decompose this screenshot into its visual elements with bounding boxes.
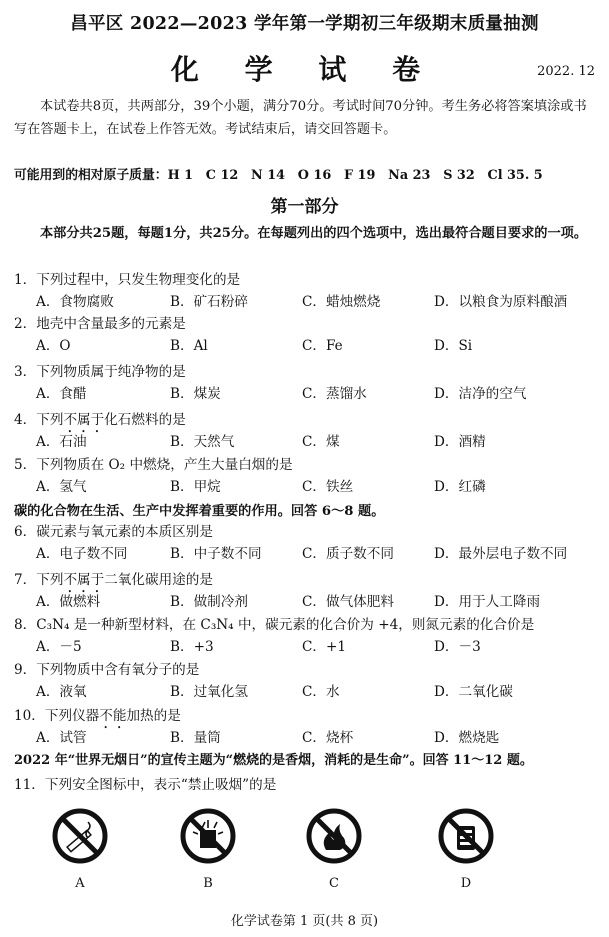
stem-text: 10．下列仪器 [14, 708, 100, 724]
context-11-12: 2022 年“世界无烟日”的宣传主题为“燃烧的是香烟，消耗的是生命”。回答 11～12 题。 [14, 753, 533, 768]
answer-option[interactable]: B．中子数不同 [170, 546, 262, 562]
stem-text: 加热的是 [126, 708, 181, 724]
stem-text: 4．下列 [14, 412, 64, 428]
answer-option[interactable]: A．电子数不同 [36, 546, 128, 562]
stem-text: 二氧化碳用途的是 [104, 572, 213, 588]
answer-option[interactable]: A．食物腐败 [36, 294, 114, 310]
sign-label-a: A [75, 876, 85, 891]
section-title: 第一部分 [270, 197, 339, 217]
answer-option[interactable]: D．酒精 [434, 434, 486, 450]
answer-option[interactable]: B．煤炭 [170, 386, 221, 402]
no-fireworks-sign-icon[interactable] [180, 808, 236, 864]
exam-title: 昌平区 2022—2023 学年第一学期初三年级期末质量抽测 [70, 14, 539, 34]
sign-label-d: D [460, 876, 472, 891]
question-stem: 1．下列过程中，只发生物理变化的是 [14, 272, 241, 288]
question-stem: 3．下列物质属于纯净物的是 [14, 364, 186, 380]
answer-option[interactable]: C．烧杯 [302, 730, 354, 746]
answer-option[interactable]: B．矿石粉碎 [170, 294, 248, 310]
atomic-masses: 可能用到的相对原子质量：H 1 C 12 N 14 O 16 F 19 Na 23 S 32 Cl 35. 5 [14, 168, 543, 183]
answer-option[interactable]: D．用于人工降雨 [434, 594, 541, 610]
context-6-8: 碳的化合物在生活、生产中发挥着重要的作用。回答 6～8 题。 [14, 504, 385, 519]
answer-option[interactable]: C．水 [302, 684, 340, 700]
subject-title: 化 学 试 卷 [170, 53, 439, 86]
answer-option[interactable]: C．+1 [302, 639, 347, 655]
answer-option[interactable]: B．+3 [170, 639, 214, 655]
answer-option[interactable]: A．氢气 [36, 479, 87, 495]
question-stem: 11．下列安全图标中，表示“禁止吸烟”的是 [14, 777, 277, 793]
answer-option[interactable]: B．做制冷剂 [170, 594, 248, 610]
answer-option[interactable]: A．试管 [36, 730, 87, 746]
question-stem: 2．地壳中含量最多的元素是 [14, 316, 186, 332]
answer-option[interactable]: D．红磷 [434, 479, 486, 495]
answer-option[interactable]: D．最外层电子数不同 [434, 546, 568, 562]
answer-option[interactable]: A．做燃料 [36, 594, 101, 610]
answer-option[interactable]: D．以粮食为原料酿酒 [434, 294, 568, 310]
answer-option[interactable]: B．量筒 [170, 730, 221, 746]
answer-option[interactable]: C．Fe [302, 338, 343, 354]
stem-text: 化石燃料的是 [104, 412, 186, 428]
intro-text: 本试卷共8页，共两部分，39个小题，满分70分。考试时间70分钟。考生务必将答案填涂或书写在答题卡上，在试卷上作答无效。考试结束后，请交回答题卡。 [14, 99, 587, 137]
question-stem: 8．C₃N₄ 是一种新型材料，在 C₃N₄ 中，碳元素的化合价为 +4，则氮元素的化合价是 [14, 617, 535, 633]
answer-option[interactable]: C．蒸馏水 [302, 386, 367, 402]
answer-option[interactable]: A．食醋 [36, 386, 87, 402]
answer-option[interactable]: A．液氧 [36, 684, 87, 700]
answer-option[interactable]: B．天然气 [170, 434, 235, 450]
emphasized-text: 不属于 [63, 572, 105, 588]
no-smoking-sign-icon[interactable] [52, 808, 108, 864]
answer-option[interactable]: B．甲烷 [170, 479, 221, 495]
answer-option[interactable]: A．－5 [36, 639, 82, 655]
answer-option[interactable]: D．Si [434, 338, 473, 354]
answer-option[interactable]: B．Al [170, 338, 208, 354]
no-open-flame-sign-icon[interactable] [306, 808, 362, 864]
answer-option[interactable]: C．煤 [302, 434, 340, 450]
emphasized-text: 不属于 [63, 412, 105, 428]
section-instructions: 本部分共25题，每题1分，共25分。在每题列出的四个选项中，选出最符合题目要求的一项。 [40, 226, 588, 241]
answer-option[interactable]: B．过氧化氢 [170, 684, 248, 700]
answer-option[interactable]: C．铁丝 [302, 479, 354, 495]
answer-option[interactable]: A．O [36, 338, 71, 354]
emphasized-text: 不能 [99, 708, 127, 724]
stem-text: 7．下列 [14, 572, 64, 588]
page-footer: 化学试卷第 1 页(共 8 页) [230, 914, 379, 929]
answer-option[interactable]: C．做气体肥料 [302, 594, 394, 610]
question-stem: 5．下列物质在 O₂ 中燃烧，产生大量白烟的是 [14, 457, 293, 473]
answer-option[interactable]: C．蜡烛燃烧 [302, 294, 381, 310]
question-stem: 6．碳元素与氧元素的本质区别是 [14, 524, 213, 540]
answer-option[interactable]: A．石油 [36, 434, 87, 450]
answer-option[interactable]: D．洁净的空气 [434, 386, 527, 402]
question-stem: 9．下列物质中含有氧分子的是 [14, 662, 200, 678]
answer-option[interactable]: D．－3 [434, 639, 481, 655]
sign-label-b: B [203, 876, 213, 891]
no-burning-items-sign-icon[interactable] [438, 808, 494, 864]
sign-label-c: C [329, 876, 339, 891]
answer-option[interactable]: C．质子数不同 [302, 546, 394, 562]
exam-date: 2022. 12 [537, 64, 595, 79]
answer-option[interactable]: D．二氧化碳 [434, 684, 513, 700]
answer-option[interactable]: D．燃烧匙 [434, 730, 500, 746]
